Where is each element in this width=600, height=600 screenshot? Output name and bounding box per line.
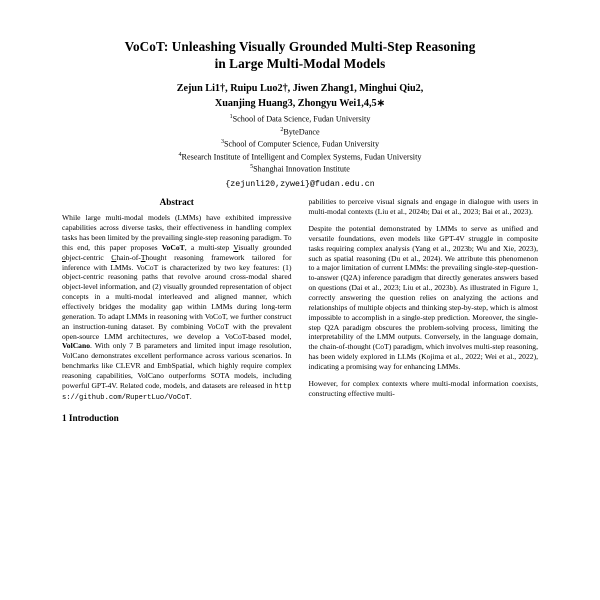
affiliation-item	[62, 163, 538, 175]
affiliation-item	[62, 113, 538, 125]
intro-paragraph-3: However, for complex contexts where multi-modal information coexists, constructing effective multi-	[308, 378, 538, 398]
abstract-bject-centric: bject-centric	[65, 252, 112, 262]
contact-email: {zejunli20,zywei}@fudan.edu.cn	[225, 180, 375, 190]
right-column	[309, 197, 539, 429]
abstract-end-period: .	[189, 392, 192, 402]
affiliation-item	[62, 126, 538, 138]
affiliation-text: School of Computer Science, Fudan University	[223, 139, 380, 149]
left-column	[62, 197, 292, 429]
abstract-isually: isually	[238, 242, 263, 252]
abstract-c-letter: C	[111, 252, 117, 262]
abstract-volcano-term: VolCano	[62, 341, 90, 351]
abstract-vocot-term: VoCoT	[161, 242, 185, 252]
intro-paragraph-1: pabilities to perceive visual signals and engage in dialogue with users in multi-modal contexts (Liu et al., 2024b; Dai et al., 2023; Bai et al., 2023).	[308, 197, 538, 217]
abstract-hought: hought	[145, 252, 175, 262]
abstract-text-1b: , a multi-step	[184, 242, 234, 252]
body-columns	[62, 197, 538, 429]
affiliation-text: ByteDance	[283, 127, 320, 137]
author-line-1: Zejun Li1†, Ruipu Luo2†, Jiwen Zhang1, Minghui Qiu2,	[176, 82, 424, 94]
paper-title-line-1: VoCoT: Unleashing Visually Grounded Multi-Step Reasoning	[124, 39, 476, 54]
affiliation-text: School of Data Science, Fudan University	[232, 115, 371, 125]
affiliation-item	[62, 138, 538, 150]
abstract-hain-of: hain-of-	[116, 252, 141, 262]
affiliation-marker: 3	[220, 139, 224, 146]
author-list	[62, 82, 538, 112]
introduction-heading: 1 Introduction	[62, 413, 119, 424]
abstract-o-letter: o	[62, 252, 66, 262]
paper-title-line-2: in Large Multi-Modal Models	[214, 56, 386, 72]
affiliation-marker: 1	[229, 114, 233, 121]
paper-title	[62, 38, 538, 73]
abstract-text-1d: . With only 7 B parameters and limited input image resolution, VolCano demonstrates excellent performance across various scenarios. In benchmarks like CLEVR and EmbSpatial, which highly require complex reasoning capabilities, VolCano outperforms SOTA models, including powerful GPT-4V. Related code, models, and datasets are released in	[62, 341, 292, 390]
affiliation-text: Shanghai Innovation Institute	[253, 164, 350, 174]
affiliation-marker: 2	[280, 126, 284, 133]
abstract-heading: Abstract	[159, 197, 194, 208]
affiliation-marker: 5	[250, 163, 254, 170]
intro-paragraph-2: Despite the potential demonstrated by LMMs to serve as unified and versatile foundations, even models like GPT-4V struggle in composite tasks requiring complex analysis (Yang et al., 2023b; Wu and Xie, 2023), such as spatial reasoning (Du et al., 2024). We attribute this phenomenon to a major limitation of current LMMs: the prevailing single-step-question-to-answer (Q2A) inference paradigm that directly generates answers based on questions (Dai et al., 2023; Liu et al., 2023b). As illustrated in Figure 1, correctly answering the question relies on analyzing the actions and relationships of multiple objects and thinking step-by-step, which is almost impossible to accomplish in a single-step prediction. Moreover, the single-step Q2A paradigm obscures the problem-solving process, limiting the interpretability of the LMM outputs. Conversely, in the language domain, the chain-of-thought (CoT) paradigm, which involves multi-step reasoning, has been widely explored in LLMs (Kojima et al., 2022; Wei et al., 2022), indicating a promising way for enhancing LMMs.	[308, 224, 538, 372]
abstract-v-letter: V	[233, 242, 239, 252]
abstract-text-1: While large multi-modal models (LMMs) have exhibited impressive capabilities across diverse tasks, their effectiveness in handling complex tasks has been limited by the prevailing single-step reasoning paradigm. To this end, this paper proposes	[62, 213, 292, 252]
affiliation-item	[62, 151, 538, 163]
abstract-text-1c: reasoning framework tailored for inference with LMMs. VoCoT is characterized by two key features: (1) object-centric reasoning paths that revolve around cross-modal shared object-level information, and (2) visually grounded representation of object concepts in a multi-modal interleaved and aligned manner, which effectively bridges the modality gap within LMMs during long-term generation. To adapt LMMs in reasoning with VoCoT, we further construct an instruction-tuning dataset. By combining VoCoT with the prevalent open-source LMM architectures, we develop a VoCoT-based model,	[62, 252, 292, 341]
affiliation-marker: 4	[178, 151, 182, 158]
abstract-paragraph	[62, 213, 292, 403]
affiliation-list	[62, 113, 538, 175]
affiliation-text: Research Institute of Intelligent and Complex Systems, Fudan University	[181, 152, 422, 162]
abstract-repo-url[interactable]: https://github.com/RupertLuo/VoCoT	[62, 382, 292, 403]
abstract-grounded: grounded	[262, 242, 292, 252]
author-line-2: Xuanjing Huang3, Zhongyu Wei1,4,5∗	[214, 97, 386, 109]
abstract-t-letter: T	[140, 252, 146, 262]
